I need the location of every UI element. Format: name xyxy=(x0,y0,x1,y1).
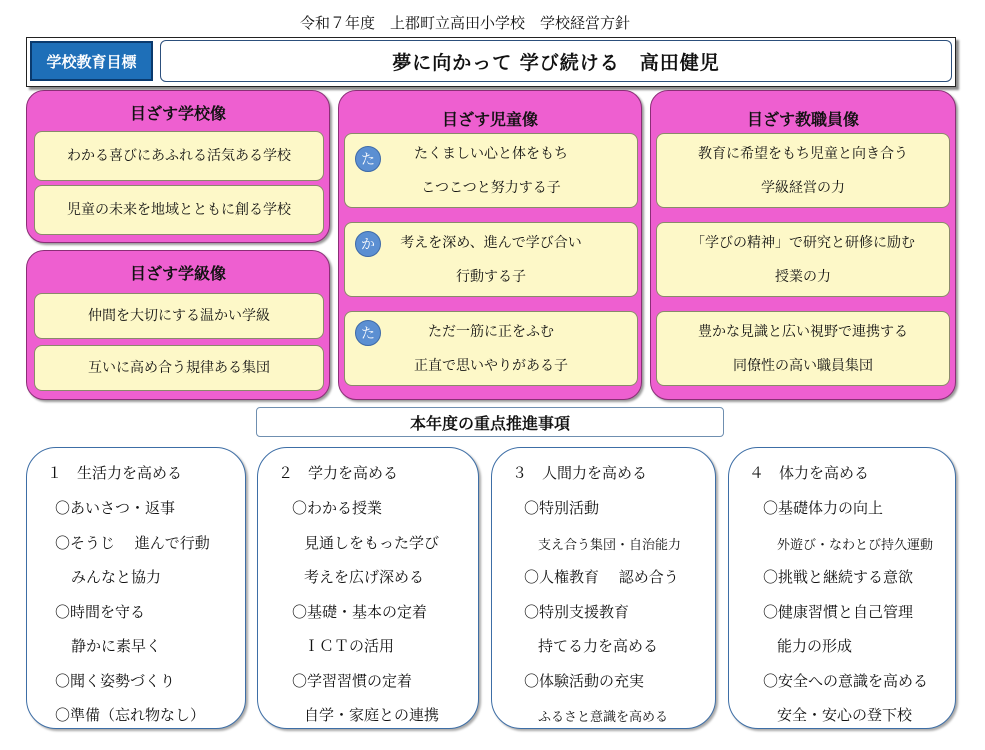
child-vision-badge-1: た xyxy=(355,146,381,172)
class-vision-item-2 xyxy=(34,345,324,391)
class-vision-text-1: 仲間を大切にする温かい学級 xyxy=(88,308,270,324)
staff-vision-panel xyxy=(650,90,956,400)
school-vision-item-1 xyxy=(34,131,324,181)
priority-2-line-5: ＩＣＴの活用 xyxy=(304,637,395,655)
priority-2-heading: ２ 学力を高める xyxy=(278,464,399,482)
priority-3-line-2: 支え合う集団・自治能力 xyxy=(538,538,682,553)
child-vision-item-2-line-2: 行動する子 xyxy=(456,268,526,285)
child-vision-item-2 xyxy=(344,222,638,297)
staff-vision-title: 目ざす教職員像 xyxy=(746,110,859,129)
class-vision-panel xyxy=(26,250,330,400)
priority-4-line-4: 〇健康習慣と自己管理 xyxy=(763,603,914,621)
child-vision-item-1 xyxy=(344,133,638,208)
child-vision-item-3-line-2: 正直で思いやりがある子 xyxy=(414,357,568,374)
school-vision-title: 目ざす学校像 xyxy=(129,104,226,123)
priority-2-line-4: 〇基礎・基本の定着 xyxy=(292,603,428,621)
priority-4-line-1: 〇基礎体力の向上 xyxy=(763,499,884,517)
priority-1-line-7: 〇準備（忘れ物なし） xyxy=(55,706,206,724)
priority-4-line-7: 安全・安心の登下校 xyxy=(777,706,913,724)
document-header: 令和７年度 上郡町立高田小学校 学校経営方針 xyxy=(300,14,631,32)
priority-1-heading: １ 生活力を高める xyxy=(47,464,183,482)
child-vision-item-1-line-1: たくましい心と体をもち xyxy=(414,145,568,162)
staff-vision-item-3 xyxy=(656,311,950,386)
priority-1-line-5: 静かに素早く xyxy=(71,637,162,655)
school-vision-text-1: わかる喜びにあふれる活気ある学校 xyxy=(67,148,291,164)
child-vision-item-3 xyxy=(344,311,638,386)
priority-2-line-2: 見通しをもった学び xyxy=(304,534,440,552)
class-vision-title: 目ざす学級像 xyxy=(129,264,226,283)
school-vision-panel xyxy=(26,90,330,243)
priority-3-line-4: 〇特別支援教育 xyxy=(524,603,630,621)
school-vision-text-2: 児童の未来を地域とともに創る学校 xyxy=(67,202,291,218)
school-goal-label: 学校教育目標 xyxy=(30,41,153,81)
priority-3-line-1: 〇特別活動 xyxy=(524,499,600,517)
school-vision-item-2 xyxy=(34,185,324,235)
child-vision-panel xyxy=(338,90,642,400)
priority-4-line-3: 〇挑戦と継続する意欲 xyxy=(763,568,914,586)
staff-vision-item-1-line-2: 学級経営の力 xyxy=(761,179,845,196)
priority-3-heading: ３ 人間力を高める xyxy=(512,464,648,482)
priority-1-line-4: 〇時間を守る xyxy=(55,603,146,621)
priority-4-line-6: 〇安全への意識を高める xyxy=(763,672,929,690)
priority-4-line-2: 外遊び・なわとび持久運動 xyxy=(777,538,934,553)
priority-4-line-5: 能力の形成 xyxy=(777,637,853,655)
priority-1-line-2: 〇そうじ 進んで行動 xyxy=(55,534,210,552)
school-motto: 夢に向かって 学び続ける 高田健児 xyxy=(160,40,952,82)
staff-vision-item-3-line-1: 豊かな見識と広い視野で連携する xyxy=(698,323,908,340)
priority-4-heading: ４ 体力を高める xyxy=(749,464,870,482)
child-vision-badge-3: た xyxy=(355,320,381,346)
child-vision-title: 目ざす児童像 xyxy=(441,110,538,129)
priority-2-line-1: 〇わかる授業 xyxy=(292,499,383,517)
child-vision-item-2-line-1: 考えを深め、進んで学び合い xyxy=(400,234,582,251)
child-vision-item-3-line-1: ただ一筋に正をふむ xyxy=(428,323,554,340)
priority-1-line-1: 〇あいさつ・返事 xyxy=(55,499,176,517)
priority-1-line-3: みんなと協力 xyxy=(71,568,162,586)
staff-vision-item-2 xyxy=(656,222,950,297)
class-vision-text-2: 互いに高め合う規律ある集団 xyxy=(88,360,270,376)
priority-box-3 xyxy=(491,447,716,729)
priority-2-line-3: 考えを広げ深める xyxy=(304,568,425,586)
staff-vision-item-1 xyxy=(656,133,950,208)
staff-vision-item-2-line-2: 授業の力 xyxy=(775,268,831,285)
priority-2-line-7: 自学・家庭との連携 xyxy=(304,706,440,724)
priority-3-line-3: 〇人権教育 認め合う xyxy=(524,568,679,586)
priority-3-line-7: ふるさと意識を高める xyxy=(538,710,669,725)
staff-vision-item-1-line-1: 教育に希望をもち児童と向き合う xyxy=(698,145,908,162)
staff-vision-item-2-line-1: 「学びの精神」で研究と研修に励む xyxy=(691,234,915,251)
priority-box-2 xyxy=(257,447,479,729)
class-vision-item-1 xyxy=(34,293,324,339)
priority-3-line-6: 〇体験活動の充実 xyxy=(524,672,645,690)
staff-vision-item-3-line-2: 同僚性の高い職員集団 xyxy=(733,357,873,374)
priority-box-4 xyxy=(728,447,956,729)
priority-3-line-5: 持てる力を高める xyxy=(538,637,659,655)
child-vision-item-1-line-2: こつこつと努力する子 xyxy=(421,179,561,196)
child-vision-badge-2: か xyxy=(355,231,381,257)
priority-box-1 xyxy=(26,447,246,729)
priority-1-line-6: 〇聞く姿勢づくり xyxy=(55,672,176,690)
priorities-title: 本年度の重点推進事項 xyxy=(256,407,724,437)
priority-2-line-6: 〇学習習慣の定着 xyxy=(292,672,413,690)
